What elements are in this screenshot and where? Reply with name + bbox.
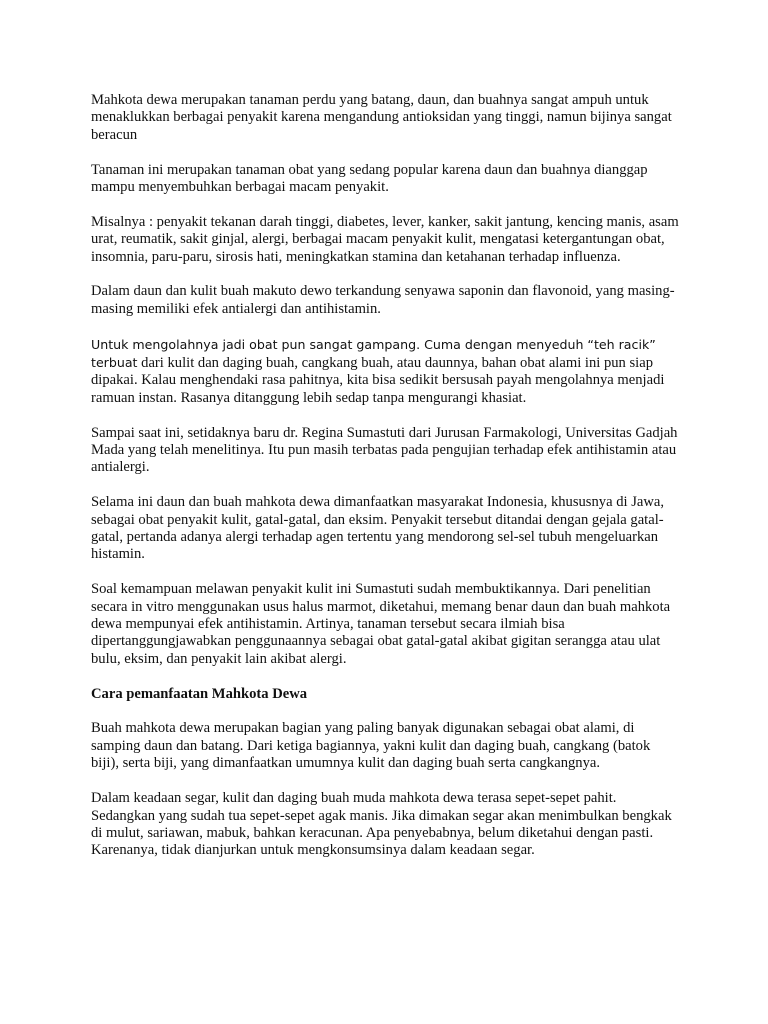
- paragraph-traditional-use: Selama ini daun dan buah mahkota dewa dimanfaatkan masyarakat Indonesia, khususnya di Jawa, sebagai obat penyakit kulit, gatal-gatal, dan eksim. Penyakit tersebut ditandai dengan gejala gatal-gatal, pertanda adanya alergi terhadap agen tertentu yang mendorong sel-sel tubuh mengeluarkan histamin.: [91, 494, 665, 563]
- paragraph-evidence: Soal kemampuan melawan penyakit kulit ini Sumastuti sudah membuktikannya. Dari penelitian secara in vitro menggunakan usus halus marmot, diketahui, memang benar daun dan buah mahkota dewa mempunyai efek antihistamin. Artinya, tanaman tersebut secara ilmiah bisa dipertanggungjawabkan penggunaannya sebagai obat gatal-gatal akibat gigitan serangga atau ulat bulu, eksim, dan penyakit lain akibat alergi.: [91, 581, 671, 667]
- paragraph-intro: Mahkota dewa merupakan tanaman perdu yang batang, daun, dan buahnya sangat ampuh untuk menaklukkan berbagai penyakit karena mengandung antioksidan yang tinggi, namun bijinya sangat beracun: [91, 92, 672, 143]
- paragraph-fruit-parts: Buah mahkota dewa merupakan bagian yang paling banyak digunakan sebagai obat alami, di samping daun dan batang. Dari ketiga bagiannya, yakni kulit dan daging buah, cangkang (batok biji), serta biji, yang dimanfaatkan umumnya kulit dan daging buah serta cangkangnya.: [91, 720, 651, 772]
- paragraph-compounds: Dalam daun dan kulit buah makuto dewo terkandung senyawa saponin dan flavonoid, yang masing-masing memiliki efek antialergi dan antihistamin.: [91, 283, 675, 317]
- preparation-rest-text: dari kulit dan daging buah, cangkang buah, atau daunnya, bahan obat alami ini pun siap dipakai. Kalau menghendaki rasa pahitnya, kita bisa sedikit bersusah payah mengolahnya menjadi ramuan instan. Rasanya ditanggung lebih sedap tanpa mengurangi khasiat.: [91, 355, 665, 406]
- document-page: [91, 92, 681, 877]
- section-heading: Cara pemanfaatan Mahkota Dewa: [91, 685, 308, 702]
- preparation-lead-text: Untuk mengolahnya jadi obat pun sangat gampang. Cuma dengan menyeduh “teh racik” terbuat: [91, 336, 656, 371]
- paragraph-research: Sampai saat ini, setidaknya baru dr. Regina Sumastuti dari Jurusan Farmakologi, Universitas Gadjah Mada yang telah menelitinya. Itu pun masih terbatas pada pengujian terhadap efek antihistamin atau antialergi.: [91, 424, 678, 476]
- paragraph-preparation: [91, 336, 681, 408]
- paragraph-fresh-fruit: Dalam keadaan segar, kulit dan daging buah muda mahkota dewa terasa sepet-sepet pahit. Sedangkan yang sudah tua sepet-sepet agak manis. Jika dimakan segar akan menimbulkan bengkak di mulut, sariawan, mabuk, bahkan keracunan. Apa penyebabnya, belum diketahui dengan pasti. Karenanya, tidak dianjurkan untuk mengkonsumsinya dalam keadaan segar.: [91, 790, 672, 859]
- paragraph-diseases: Misalnya : penyakit tekanan darah tinggi, diabetes, lever, kanker, sakit jantung, kencing manis, asam urat, reumatik, sakit ginjal, alergi, berbagai macam penyakit kulit, mengatasi ketergantungan obat, insomnia, paru-paru, sirosis hati, meningkatkan stamina dan ketahanan terhadap influenza.: [91, 213, 679, 265]
- paragraph-popular: Tanaman ini merupakan tanaman obat yang sedang popular karena daun dan buahnya dianggap mampu menyembuhkan berbagai macam penyakit.: [91, 161, 648, 196]
